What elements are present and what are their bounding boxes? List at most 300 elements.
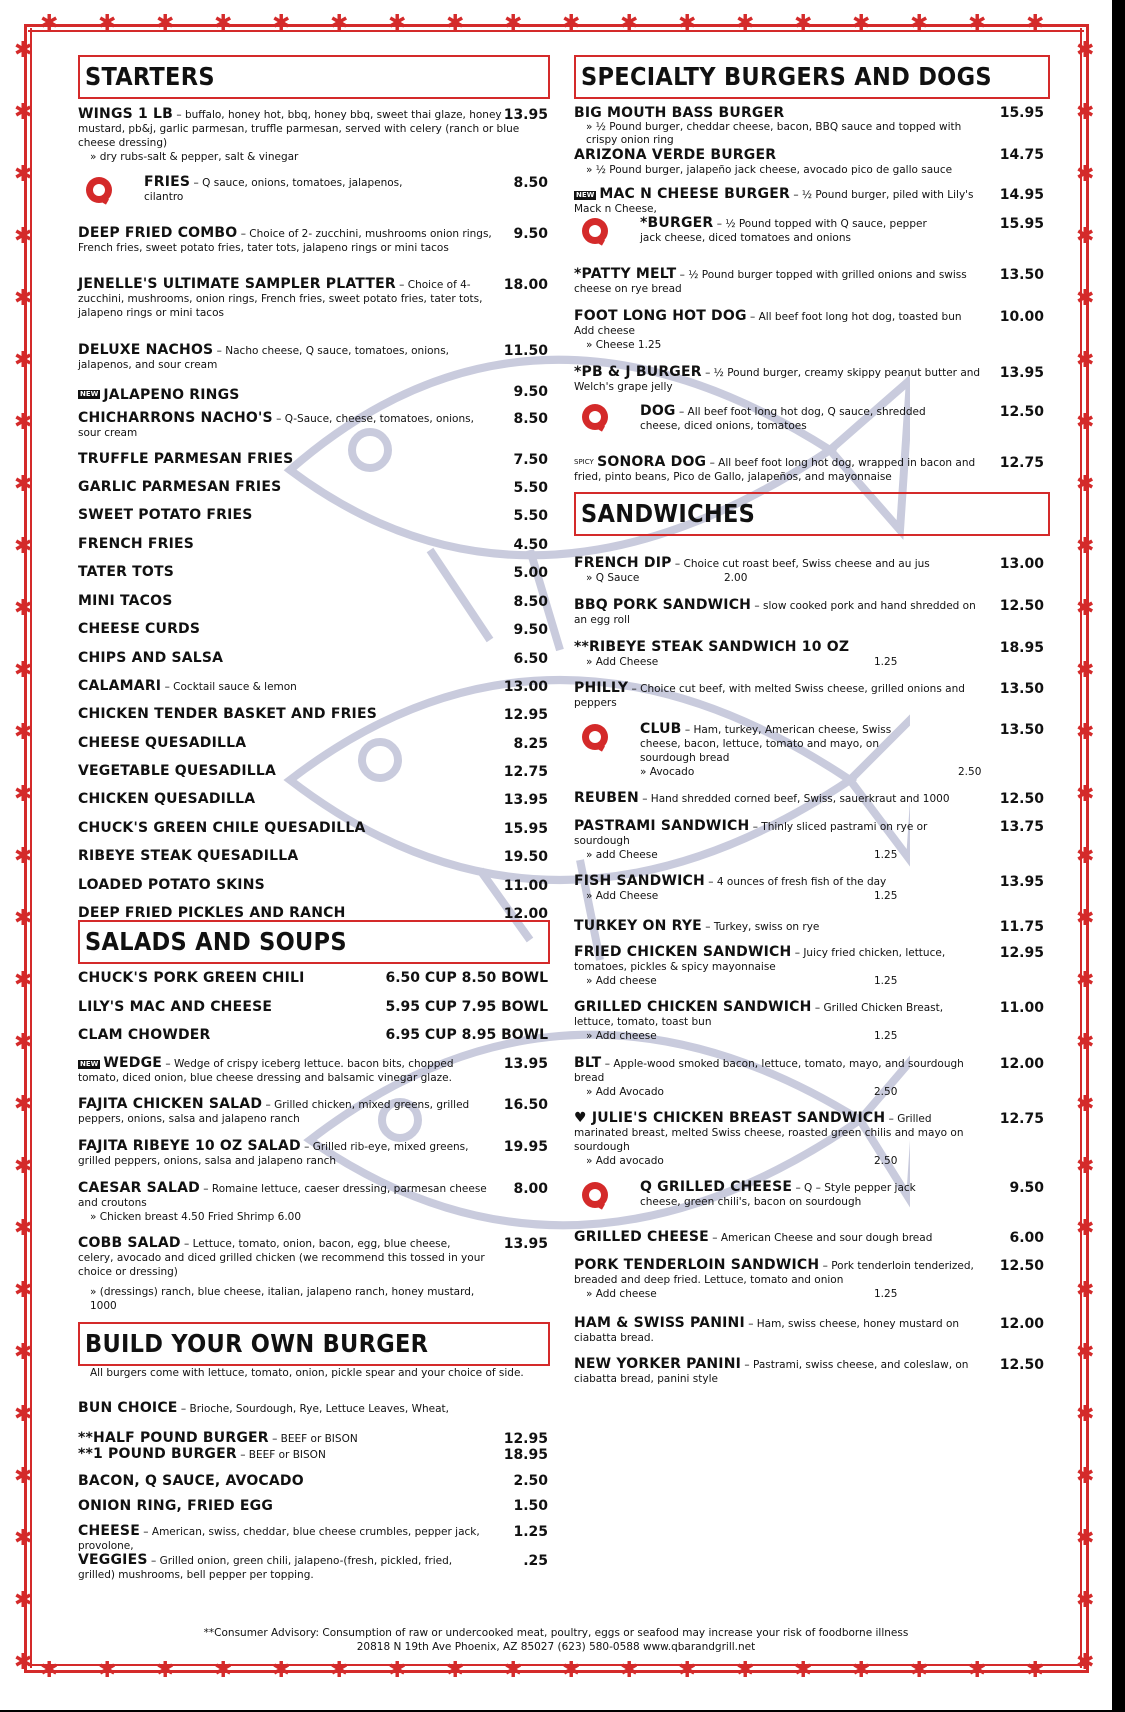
menu-item-cobb-salad — [78, 1236, 548, 1313]
item-price: 12.00 — [999, 1316, 1044, 1332]
menu-item-patty-melt — [574, 267, 1044, 296]
item-price: 16.50 — [503, 1097, 548, 1113]
barb-icon: ✱ — [156, 1658, 175, 1683]
menu-item-half-pound-burger — [78, 1431, 548, 1446]
item-price: 12.00 — [999, 1056, 1044, 1072]
item-price: 8.50 — [513, 411, 548, 427]
item-desc: – BEEF or BISON — [268, 1433, 358, 1445]
item-name: FAJITA CHICKEN SALAD — [78, 1096, 263, 1112]
item-price: 9.50 — [513, 622, 548, 638]
menu-item — [78, 452, 548, 467]
barb-icon: ✱ — [504, 1658, 523, 1683]
barb-icon: ✱ — [852, 11, 871, 36]
item-name: CHEESE — [78, 1523, 140, 1539]
item-name: FRENCH DIP — [574, 555, 672, 571]
barb-icon: ✱ — [330, 1658, 349, 1683]
menu-item-sandwich — [574, 640, 1044, 669]
item-desc: – Choice of 4- zucchini, mushrooms, onion rings, French fries, sweet potato fries, tater tots, jalapeno rings or mini tacos — [78, 279, 483, 319]
item-price: 13.95 — [503, 1056, 548, 1072]
barb-icon: ✱ — [330, 11, 349, 36]
barb-icon: ✱ — [1076, 968, 1095, 993]
menu-item-soup — [78, 1027, 548, 1043]
item-name: FRIES — [144, 174, 191, 190]
item-desc: – Ham, swiss cheese, honey mustard on ciabatta bread. — [574, 1318, 960, 1344]
sub-label: » Add Cheese — [586, 890, 659, 902]
barb-icon: ✱ — [968, 11, 987, 36]
menu-item-sandwich — [574, 556, 1044, 585]
item-desc: – Pastrami, swiss cheese, and coleslaw, on ciabatta bread, panini style — [574, 1359, 969, 1385]
item-line — [574, 791, 979, 806]
barb-icon: ✱ — [1076, 410, 1095, 435]
item-price: 9.50 — [1009, 1180, 1044, 1196]
item-name: CLUB — [640, 721, 682, 737]
menu-item-q-dog — [574, 404, 1044, 433]
item-name: SONORA DOG — [597, 454, 707, 470]
item-price: 8.50 — [513, 594, 548, 610]
menu-item — [78, 537, 548, 552]
barb-icon: ✱ — [14, 1340, 33, 1365]
item-desc: – Grilled marinated breast, melted Swiss cheese, roasted green chilis and mayo on sourdough — [574, 1113, 964, 1153]
barb-icon: ✱ — [14, 100, 33, 125]
menu-item-sandwich — [574, 1000, 1044, 1043]
item-desc: – All beef foot long hot dog, Q sauce, shredded cheese, diced onions, tomatoes — [640, 406, 926, 432]
item-price: 6.95 CUP 8.95 BOWL — [385, 1027, 548, 1043]
item-desc: – Grilled rib-eye, mixed greens, grilled peppers, onions, salsa and jalapeno ranch — [78, 1141, 469, 1167]
item-price: 12.75 — [999, 1111, 1044, 1127]
item-line — [574, 1230, 979, 1245]
barb-icon: ✱ — [14, 968, 33, 993]
barb-icon: ✱ — [678, 11, 697, 36]
item-name: WEDGE — [103, 1055, 163, 1071]
item-name: CLAM CHOWDER — [78, 1027, 211, 1043]
item-price: 9.50 — [513, 384, 548, 400]
item-desc: – Choice of 2- zucchini, mushrooms onion rings, French fries, sweet potato fries, tater tots, jalapeno rings or mini tacos — [78, 228, 492, 254]
item-name: FRENCH FRIES — [78, 536, 195, 552]
barb-icon: ✱ — [446, 1658, 465, 1683]
menu-item-wings — [78, 107, 548, 164]
menu-item-sandwich — [574, 1230, 1044, 1245]
item-line — [78, 537, 548, 552]
item-desc: – Brioche, Sourdough, Rye, Lettuce Leaves, Wheat, — [177, 1403, 449, 1415]
item-name: BUN CHOICE — [78, 1400, 178, 1416]
item-desc: – Grilled onion, green chili, jalapeno-(fresh, pickled, fried, grilled) mushrooms, bell pepper per topping. — [78, 1555, 453, 1581]
menu-item-sampler — [78, 277, 548, 320]
item-line — [78, 821, 548, 836]
menu-item-jalapeno-rings — [78, 384, 548, 403]
item-desc: – Pork tenderloin tenderized, breaded and deep fried. Lettuce, tomato and onion — [574, 1260, 974, 1286]
item-desc: – Nacho cheese, Q sauce, tomatoes, onions, jalapenos, and sour cream — [78, 345, 450, 371]
menu-item-veggies — [78, 1553, 548, 1582]
item-line — [78, 679, 548, 694]
item-line — [574, 945, 979, 974]
barb-icon: ✱ — [736, 1658, 755, 1683]
barb-icon: ✱ — [14, 782, 33, 807]
item-price: 1.25 — [513, 1524, 548, 1540]
barb-icon: ✱ — [1076, 534, 1095, 559]
item-price: 13.95 — [503, 792, 548, 808]
sub-label: » Q Sauce — [586, 572, 640, 584]
item-sub — [574, 1029, 1044, 1043]
item-name: FAJITA RIBEYE 10 OZ SALAD — [78, 1138, 301, 1154]
barb-icon: ✱ — [1076, 100, 1095, 125]
item-line — [78, 594, 548, 609]
barb-icon: ✱ — [14, 658, 33, 683]
menu-item-club — [574, 722, 1044, 779]
sub-price: 1.25 — [874, 1030, 898, 1042]
item-desc: – Turkey, swiss on rye — [701, 921, 820, 933]
item-name: **RIBEYE STEAK SANDWICH 10 OZ — [574, 639, 850, 655]
menu-item-pb-j-burger — [574, 365, 1044, 394]
barb-icon: ✱ — [14, 906, 33, 931]
item-name: ONION RING, FRIED EGG — [78, 1498, 274, 1514]
item-price: 12.95 — [999, 945, 1044, 961]
barb-icon: ✱ — [1076, 596, 1095, 621]
barb-icon: ✱ — [14, 286, 33, 311]
barb-icon: ✱ — [1076, 1402, 1095, 1427]
barb-icon: ✱ — [14, 720, 33, 745]
menu-item-q-grilled-cheese — [574, 1180, 1044, 1209]
barb-icon: ✱ — [910, 1658, 929, 1683]
menu-item — [78, 736, 548, 751]
menu-item — [78, 821, 548, 836]
sub-label: » add Cheese — [586, 849, 658, 861]
barb-icon: ✱ — [504, 11, 523, 36]
item-sub — [574, 571, 1044, 585]
barb-icon: ✱ — [40, 11, 59, 36]
item-name: COBB SALAD — [78, 1235, 181, 1251]
menu-item-sonora-dog — [574, 455, 1044, 484]
item-name: CHICKEN TENDER BASKET AND FRIES — [78, 706, 378, 722]
menu-item — [78, 792, 548, 807]
menu-item-big-mouth-bass — [574, 105, 1044, 147]
menu-item-deluxe-nachos — [78, 343, 548, 372]
item-desc: – buffalo, honey hot, bbq, honey bbq, sweet thai glaze, honey mustard, pb&j, garlic parmesan, truffle parmesan, served with celery (ranch or blue cheese dressing) — [78, 109, 520, 149]
menu-item-bacon — [78, 1473, 548, 1489]
menu-item-caesar-salad — [78, 1181, 548, 1224]
barb-icon: ✱ — [272, 1658, 291, 1683]
item-line — [574, 640, 979, 655]
menu-item-sandwich — [574, 945, 1044, 988]
item-price: 1.50 — [513, 1498, 548, 1514]
item-name: GARLIC PARMESAN FRIES — [78, 479, 282, 495]
item-name: REUBEN — [574, 790, 639, 806]
menu-item — [78, 906, 548, 921]
item-name: **HALF POUND BURGER — [78, 1430, 269, 1446]
barb-icon: ✱ — [1076, 844, 1095, 869]
item-name: WINGS 1 LB — [78, 106, 174, 122]
barb-icon: ✱ — [14, 1030, 33, 1055]
item-line — [78, 764, 548, 779]
item-name: LILY'S MAC AND CHEESE — [78, 999, 273, 1015]
menu-item-deep-fried-combo — [78, 226, 548, 255]
menu-item-sandwich — [574, 819, 1044, 862]
item-name: CHEESE QUESADILLA — [78, 735, 247, 751]
item-name: MINI TACOS — [78, 593, 173, 609]
item-desc: – Choice cut beef, with melted Swiss cheese, grilled onions and peppers — [574, 683, 965, 709]
barb-icon: ✱ — [1076, 286, 1095, 311]
item-price: 12.50 — [999, 598, 1044, 614]
barb-icon: ✱ — [1076, 1278, 1095, 1303]
new-badge-icon: NEW — [80, 390, 99, 398]
barb-icon: ✱ — [14, 1650, 33, 1675]
menu-item — [78, 594, 548, 609]
barb-icon: ✱ — [14, 1092, 33, 1117]
item-name: GRILLED CHEESE — [574, 1229, 709, 1245]
item-sub — [574, 655, 1044, 669]
item-line — [78, 508, 548, 523]
item-name: BBQ PORK SANDWICH — [574, 597, 752, 613]
item-price: 18.00 — [503, 277, 548, 293]
item-sub — [574, 1287, 1044, 1301]
item-name: RIBEYE STEAK QUESADILLA — [78, 848, 299, 864]
item-name: FRIED CHICKEN SANDWICH — [574, 944, 792, 960]
item-price: 14.75 — [999, 147, 1044, 163]
item-desc: – Lettuce, tomato, onion, bacon, egg, blue cheese, celery, avocado and diced grilled chicken (we recommend this tossed in your choice or dressing) — [78, 1238, 485, 1278]
barb-icon: ✱ — [14, 1278, 33, 1303]
barb-icon: ✱ — [1076, 1340, 1095, 1365]
barb-icon: ✱ — [1076, 1030, 1095, 1055]
burgers-title: SPECIALTY BURGERS AND DOGS — [574, 55, 1050, 99]
item-name: LOADED POTATO SKINS — [78, 877, 265, 893]
sub-label: » Add cheese — [586, 1030, 657, 1042]
item-name: FOOT LONG HOT DOG — [574, 308, 747, 324]
item-name: DEEP FRIED COMBO — [78, 225, 238, 241]
menu-item — [78, 849, 548, 864]
sub-label: » Add avocado — [586, 1155, 664, 1167]
byob-title: BUILD YOUR OWN BURGER — [78, 1322, 550, 1366]
item-name: TRUFFLE PARMESAN FRIES — [78, 451, 294, 467]
item-line — [78, 622, 548, 637]
consumer-advisory: **Consumer Advisory: Consumption of raw or undercooked meat, poultry, eggs or seafood may increase your risk of foodborne illness — [203, 1627, 909, 1639]
item-desc: – Cocktail sauce & lemon — [161, 681, 297, 693]
barb-icon: ✱ — [14, 534, 33, 559]
q-logo-icon — [582, 1182, 608, 1208]
barb-icon: ✱ — [678, 1658, 697, 1683]
item-desc: – Apple-wood smoked bacon, lettuce, tomato, mayo, and sourdough bread — [574, 1058, 964, 1084]
item-price: 12.75 — [999, 455, 1044, 471]
item-desc: – 4 ounces of fresh fish of the day — [704, 876, 887, 888]
item-sub: » ½ Pound burger, cheddar cheese, bacon, BBQ sauce and topped with crispy onion ring — [586, 121, 962, 146]
menu-item-sandwich — [574, 1056, 1044, 1099]
item-line — [574, 1357, 979, 1386]
barb-icon: ✱ — [14, 1216, 33, 1241]
q-logo-icon — [86, 177, 112, 203]
barb-icon: ✱ — [1076, 720, 1095, 745]
item-price: 19.50 — [503, 849, 548, 865]
item-name: ♥ JULIE'S CHICKEN BREAST SANDWICH — [574, 1110, 886, 1126]
item-line — [574, 819, 979, 848]
item-desc: – Grilled chicken, mixed greens, grilled peppers, onions, salsa and jalapeno ranch — [78, 1099, 470, 1125]
item-name: BACON, Q SAUCE, AVOCADO — [78, 1473, 304, 1489]
barb-icon: ✱ — [1076, 1650, 1095, 1675]
item-desc: – Romaine lettuce, caeser dressing, parmesan cheese and croutons — [78, 1183, 487, 1209]
sub-price: 2.50 — [874, 1086, 898, 1098]
q-logo-icon — [582, 404, 608, 430]
item-name: DELUXE NACHOS — [78, 342, 214, 358]
sub-label: » Add Avocado — [586, 1086, 664, 1098]
item-price: 12.95 — [503, 707, 548, 723]
item-name: CALAMARI — [78, 678, 162, 694]
barb-icon: ✱ — [562, 1658, 581, 1683]
barb-icon: ✱ — [910, 11, 929, 36]
barb-icon: ✱ — [14, 844, 33, 869]
barb-icon: ✱ — [1076, 224, 1095, 249]
item-price: 12.50 — [999, 1357, 1044, 1373]
item-line — [78, 651, 548, 666]
menu-item-wedge — [78, 1056, 548, 1085]
barb-icon: ✱ — [1076, 38, 1095, 63]
barb-icon: ✱ — [14, 1588, 33, 1613]
item-desc: – Juicy fried chicken, lettuce, tomatoes, pickles & spicy mayonnaise — [574, 947, 946, 973]
item-name: JALAPENO RINGS — [103, 387, 240, 403]
menu-item — [78, 707, 548, 722]
barb-icon: ✱ — [1076, 782, 1095, 807]
item-name: Q GRILLED CHEESE — [640, 1179, 793, 1195]
item-price: 6.50 CUP 8.50 BOWL — [385, 970, 548, 986]
menu-item-sandwich — [574, 791, 1044, 806]
menu-item-onion-ring — [78, 1498, 548, 1514]
menu-item — [78, 651, 548, 666]
menu-item — [78, 764, 548, 779]
item-line — [78, 565, 548, 580]
sub-price: 1.25 — [874, 1288, 898, 1300]
item-name: CHICKEN QUESADILLA — [78, 791, 256, 807]
item-desc: – All beef foot long hot dog, toasted bun Add cheese — [574, 311, 962, 337]
sub-price: 1.25 — [874, 656, 898, 668]
item-price: 2.50 — [513, 1473, 548, 1489]
menu-item-fajita-chicken-salad — [78, 1097, 548, 1126]
menu-item-sandwich — [574, 1258, 1044, 1301]
item-price: 13.75 — [999, 819, 1044, 835]
item-desc: – ½ Pound burger, creamy skippy peanut butter and Welch's grape jelly — [574, 367, 981, 393]
barb-icon: ✱ — [14, 38, 33, 63]
barb-icon: ✱ — [1076, 1526, 1095, 1551]
barb-icon: ✱ — [1076, 1464, 1095, 1489]
item-line — [78, 452, 548, 467]
item-sub: » Cheese 1.25 — [586, 339, 662, 351]
item-name: CHEESE CURDS — [78, 621, 201, 637]
item-desc: – ½ Pound topped with Q sauce, pepper jack cheese, diced tomatoes and onions — [640, 218, 927, 244]
item-price: 18.95 — [503, 1447, 548, 1463]
item-name: SWEET POTATO FRIES — [78, 507, 253, 523]
spicy-badge-icon: SPICY — [574, 458, 594, 466]
item-line — [574, 598, 979, 627]
item-price: 19.95 — [503, 1139, 548, 1155]
barb-icon: ✱ — [446, 11, 465, 36]
item-sub — [574, 889, 1044, 903]
sub-label: » Add Cheese — [586, 656, 659, 668]
item-sub: » ½ Pound burger, jalapeño jack cheese, avocado pico de gallo sauce — [586, 164, 953, 176]
item-name: DOG — [640, 403, 676, 419]
item-name: *PATTY MELT — [574, 266, 677, 282]
item-name: ARIZONA VERDE BURGER — [574, 147, 777, 163]
sub-price: 2.50 — [958, 766, 982, 778]
item-price: 8.25 — [513, 736, 548, 752]
barb-icon: ✱ — [1076, 658, 1095, 683]
item-price: 4.50 — [513, 537, 548, 553]
item-line — [78, 849, 548, 864]
item-name: TURKEY ON RYE — [574, 918, 702, 934]
item-desc: – Ham, turkey, American cheese, Swiss cheese, bacon, lettuce, tomato and mayo, on sourdough bread — [640, 724, 892, 764]
sandwiches-title: SANDWICHES — [574, 492, 1050, 536]
new-badge-icon: NEW — [80, 1059, 99, 1068]
barb-icon: ✱ — [1076, 1588, 1095, 1613]
barb-icon: ✱ — [14, 472, 33, 497]
menu-item — [78, 480, 548, 495]
item-price: 12.50 — [999, 404, 1044, 420]
item-line — [574, 681, 979, 710]
item-price: 11.00 — [503, 878, 548, 894]
item-sub: » dry rubs-salt & pepper, salt & vinegar — [90, 151, 299, 163]
salads-title: SALADS AND SOUPS — [78, 920, 550, 964]
item-sub — [574, 1085, 1044, 1099]
item-desc: – ½ Pound burger, piled with Lily's Mack n Cheese, — [574, 189, 974, 213]
item-name: PASTRAMI SANDWICH — [574, 818, 750, 834]
barb-icon: ✱ — [968, 1658, 987, 1683]
item-desc: – All beef foot long hot dog, wrapped in bacon and fried, pinto beans, Pico de Gallo, jalapeños, and mayonnaise — [574, 457, 976, 483]
menu-item — [78, 508, 548, 523]
menu-item-sandwich — [574, 919, 1044, 934]
item-name: *BURGER — [640, 215, 714, 231]
item-name: BIG MOUTH BASS BURGER — [574, 105, 785, 121]
menu-item-cheese — [78, 1524, 548, 1553]
sub-label: » Avocado — [640, 766, 695, 778]
item-price: 12.75 — [503, 764, 548, 780]
starters-title: STARTERS — [78, 55, 550, 99]
item-line — [78, 736, 548, 751]
menu-item — [78, 878, 548, 893]
item-price: 6.50 — [513, 651, 548, 667]
item-name: *PB & J BURGER — [574, 364, 702, 380]
barb-icon: ✱ — [14, 348, 33, 373]
item-line — [574, 874, 979, 889]
item-line — [78, 792, 548, 807]
item-price: 13.95 — [999, 365, 1044, 381]
item-desc: – Q sauce, onions, tomatoes, jalapenos, cilantro — [144, 177, 403, 203]
item-line — [574, 1258, 979, 1287]
item-price: 15.95 — [999, 216, 1044, 232]
item-desc: – BEEF or BISON — [236, 1449, 326, 1461]
item-name: JENELLE'S ULTIMATE SAMPLER PLATTER — [78, 276, 396, 292]
item-name: MAC N CHEESE BURGER — [599, 187, 790, 202]
menu-item-q-burger — [574, 216, 1044, 245]
item-name: DEEP FRIED PICKLES AND RANCH — [78, 905, 346, 921]
item-price: 12.50 — [999, 1258, 1044, 1274]
item-price: 11.00 — [999, 1000, 1044, 1016]
item-price: 13.50 — [999, 722, 1044, 738]
item-name: GRILLED CHICKEN SANDWICH — [574, 999, 812, 1015]
barb-icon: ✱ — [736, 11, 755, 36]
item-sub — [574, 974, 1044, 988]
item-price: 9.50 — [513, 226, 548, 242]
item-sub — [574, 765, 1044, 779]
item-name: CHUCK'S GREEN CHILE QUESADILLA — [78, 820, 366, 836]
item-desc: – slow cooked pork and hand shredded on an egg roll — [574, 600, 976, 626]
item-name: CHICHARRONS NACHO'S — [78, 410, 273, 426]
barb-icon: ✱ — [1026, 1658, 1045, 1683]
item-price: 12.00 — [503, 906, 548, 922]
item-name: VEGETABLE QUESADILLA — [78, 763, 277, 779]
item-price: 12.50 — [999, 791, 1044, 807]
menu-item — [78, 679, 548, 694]
item-price: 13.50 — [999, 681, 1044, 697]
item-sub: » Chicken breast 4.50 Fried Shrimp 6.00 — [90, 1211, 302, 1223]
sub-price: 2.50 — [874, 1155, 898, 1167]
item-desc: – Q – Style pepper jack cheese, green chili's, bacon on sourdough — [640, 1182, 916, 1208]
barb-icon: ✱ — [98, 11, 117, 36]
menu-item — [78, 565, 548, 580]
barb-icon: ✱ — [14, 1402, 33, 1427]
